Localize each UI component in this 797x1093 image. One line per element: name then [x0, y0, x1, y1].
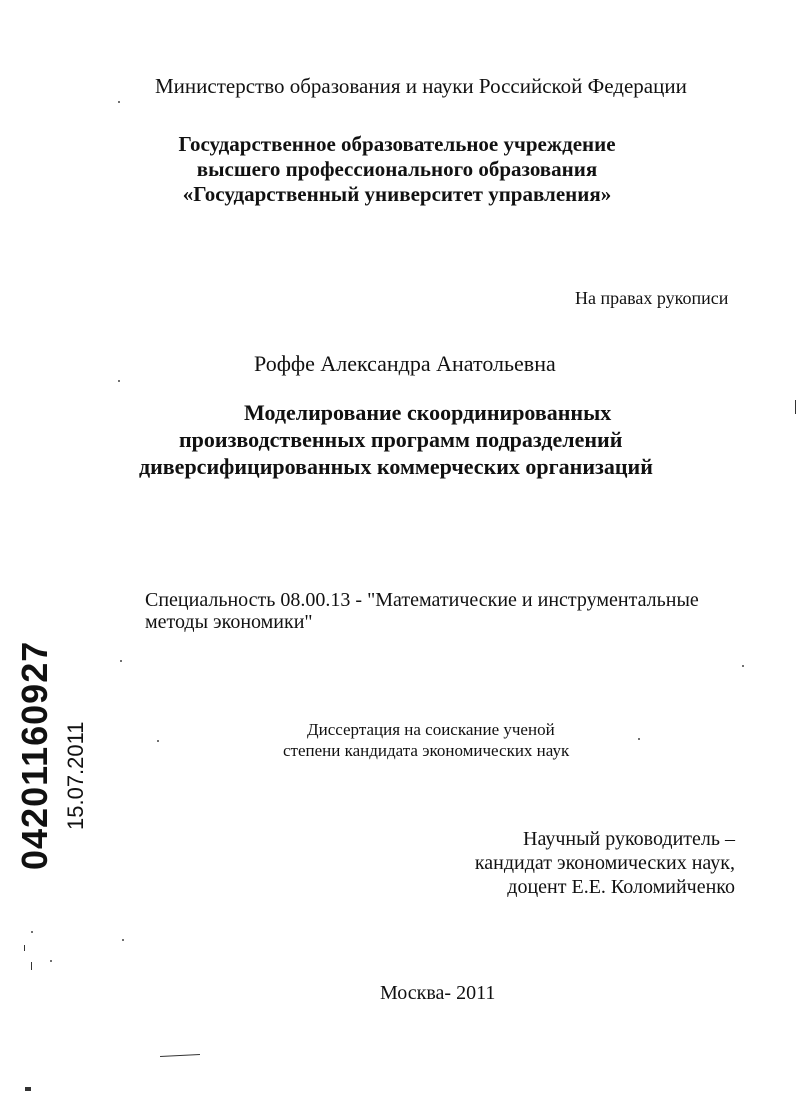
scan-mark: [24, 945, 25, 951]
supervisor-line: доцент Е.Е. Коломийченко: [507, 876, 735, 898]
supervisor-line: Научный руководитель –: [523, 828, 735, 850]
scan-speck: [50, 960, 52, 962]
ministry-heading: Министерство образования и науки Российской Федерации: [155, 74, 687, 98]
institution-line: высшего профессионального образования: [196, 157, 598, 181]
dissertation-title-line: диверсифицированных коммерческих организаций: [139, 454, 653, 479]
institution-block: [0, 132, 797, 207]
city-year: Москва- 2011: [380, 982, 496, 1004]
scan-mark: [795, 400, 796, 414]
scan-speck: [31, 931, 33, 933]
scan-speck: [120, 660, 122, 662]
scan-mark: [160, 1054, 200, 1057]
scan-speck: [122, 939, 124, 941]
scan-speck: [157, 740, 159, 742]
dissertation-title-line: Моделирование скоординированных: [244, 400, 612, 425]
scan-mark: [25, 1087, 31, 1091]
degree-line: степени кандидата экономических наук: [283, 741, 570, 760]
institution-line: «Государственный университет управления»: [182, 182, 612, 206]
institution-line: Государственное образовательное учреждение: [178, 132, 616, 156]
manuscript-rights: На правах рукописи: [575, 288, 729, 308]
library-stamp-number: 04201160927: [14, 640, 55, 870]
scan-speck: [118, 101, 120, 103]
scan-mark: [31, 962, 32, 970]
specialty-line: методы экономики": [145, 611, 313, 633]
dissertation-title-line: производственных программ подразделений: [179, 427, 623, 452]
specialty-line: Специальность 08.00.13 - "Математические и инструментальные: [145, 589, 699, 611]
scan-speck: [118, 380, 120, 382]
scan-speck: [638, 738, 640, 740]
library-stamp-date: 15.07.2011: [63, 721, 88, 830]
supervisor-line: кандидат экономических наук,: [474, 852, 735, 874]
author-name: Роффе Александра Анатольевна: [254, 351, 556, 376]
degree-line: Диссертация на соискание ученой: [307, 720, 555, 739]
scan-speck: [742, 665, 744, 667]
